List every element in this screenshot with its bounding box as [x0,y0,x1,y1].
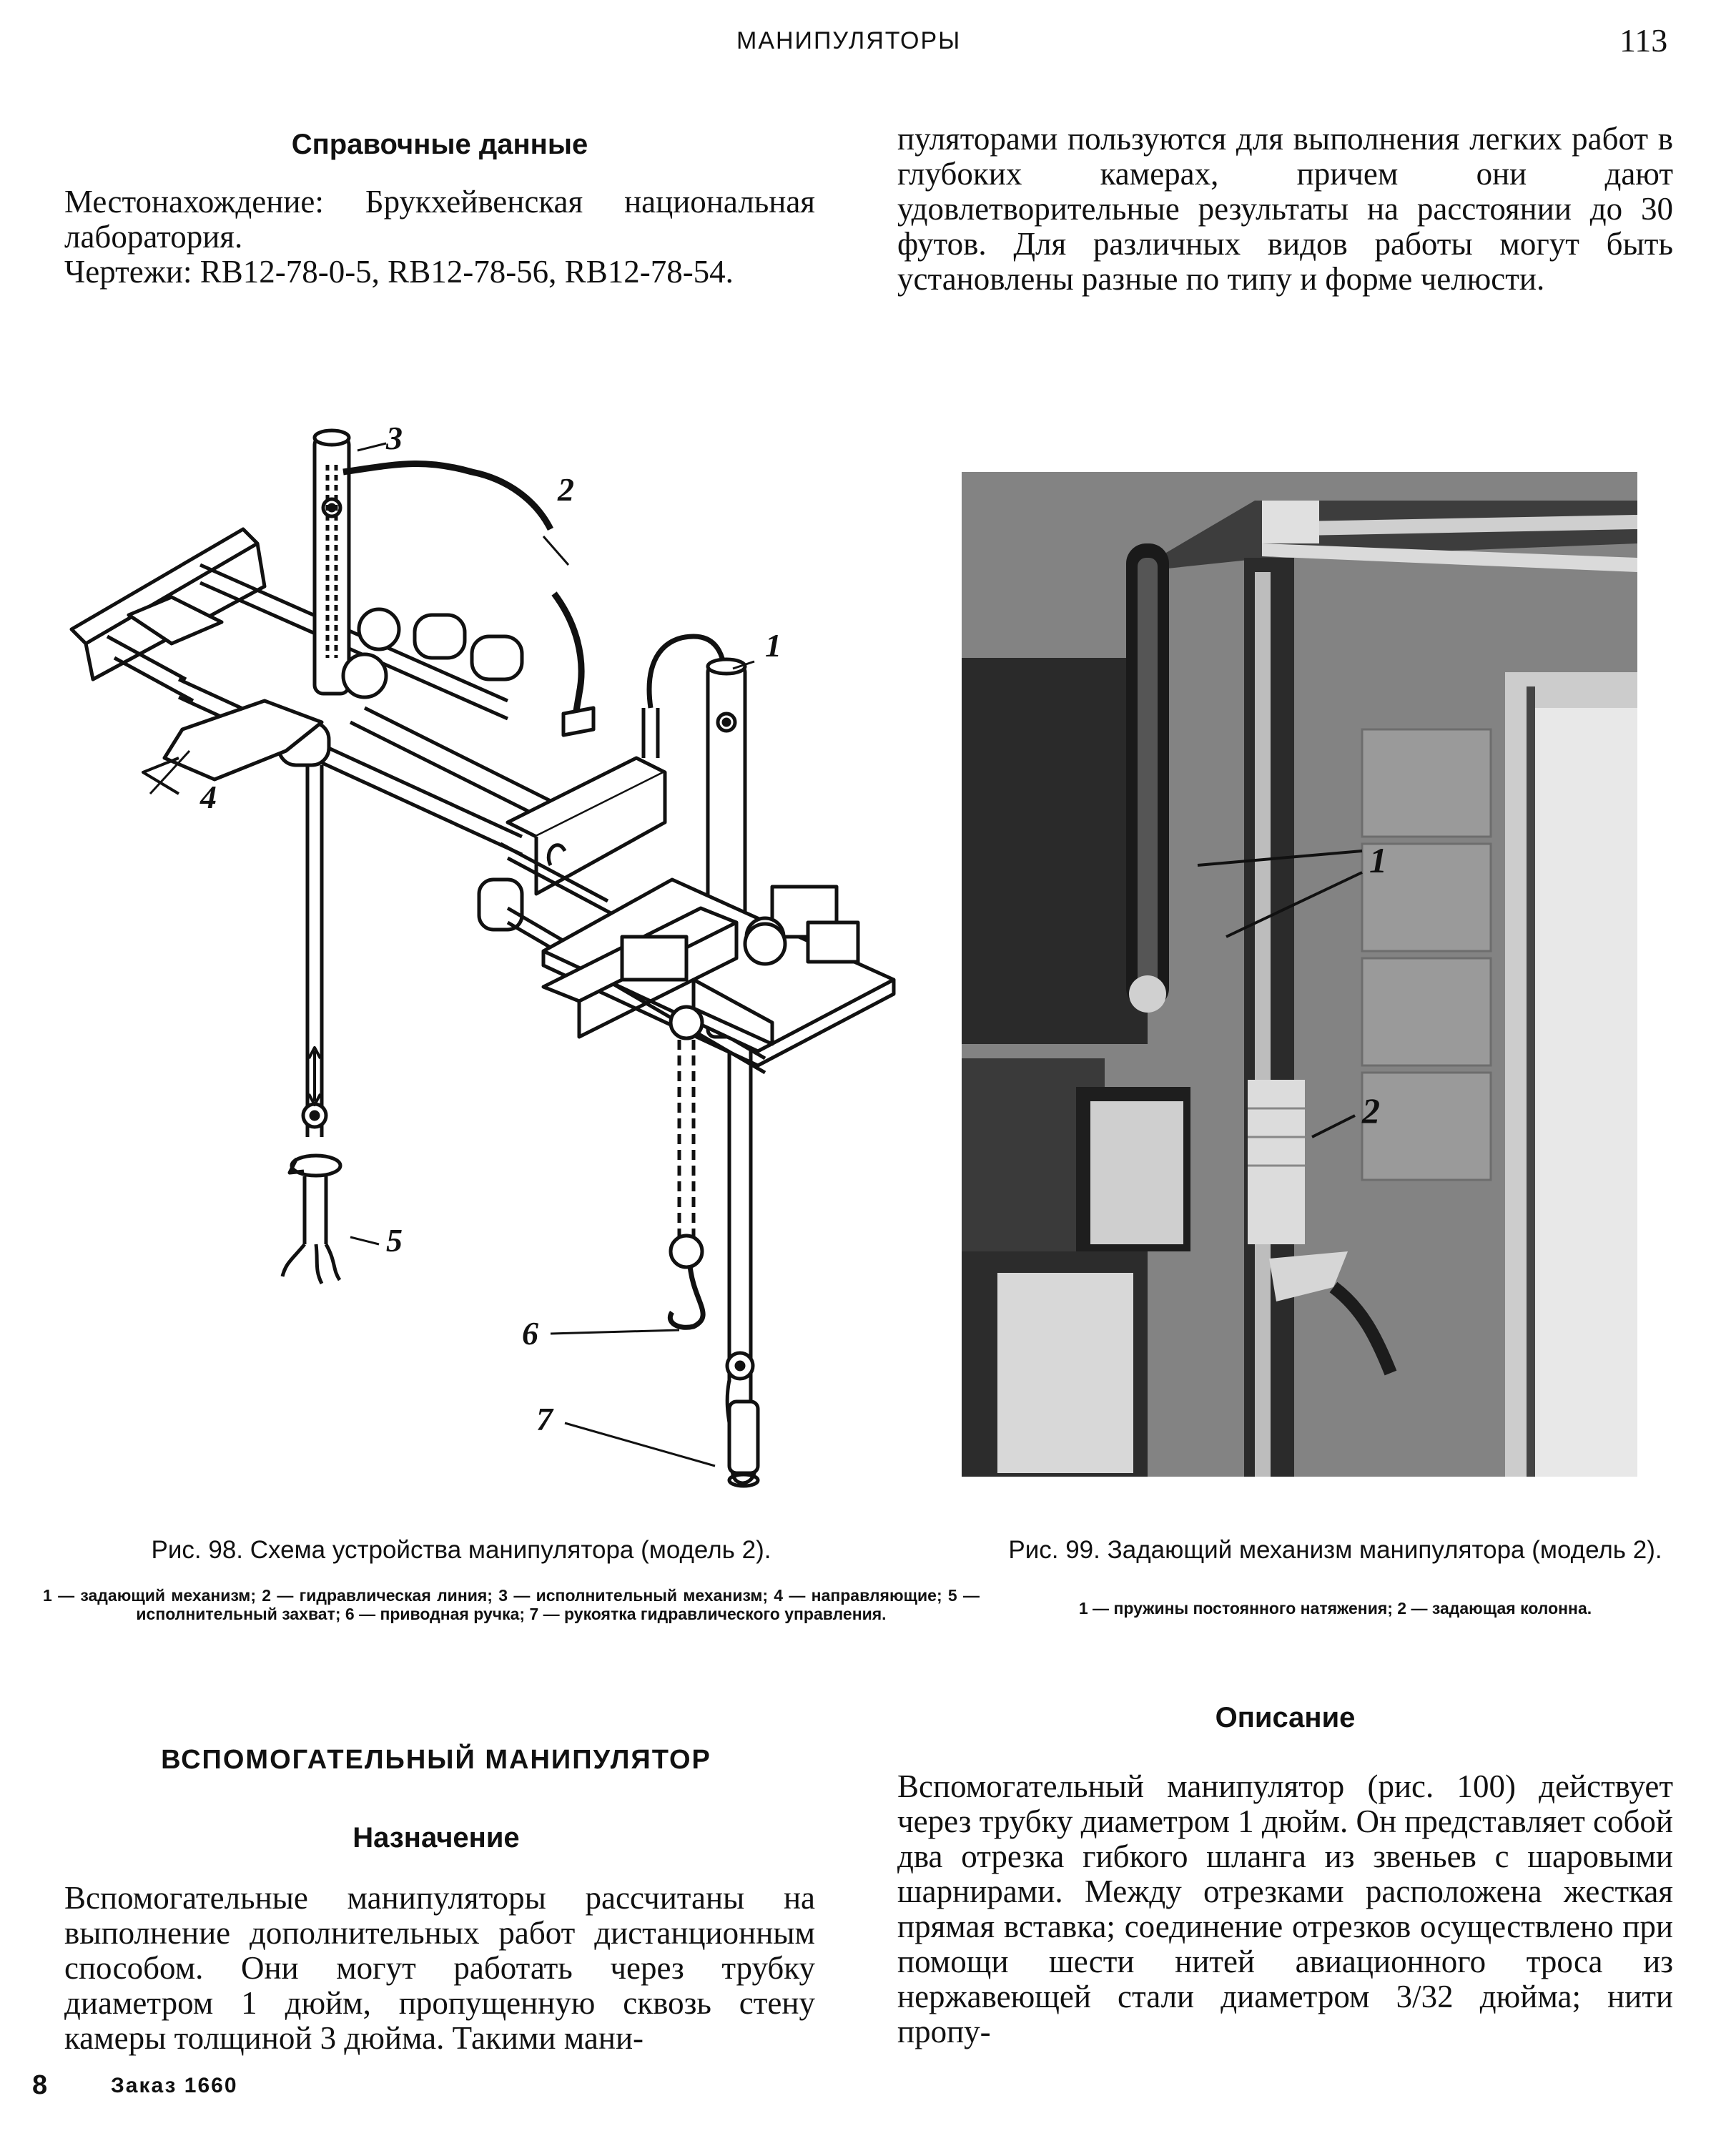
description-heading: Описание [1215,1702,1356,1733]
order-number: Заказ 1660 [111,2074,238,2097]
fig98-callout-7: 7 [536,1401,553,1437]
fig99-callout-1: 1 [1369,840,1387,880]
fig98-callout-3: 3 [386,422,403,456]
top-right-column [897,122,1673,297]
purpose-paragraph: Вспомогательные манипуляторы рассчитаны на выполнение дополнительных работ дистанционным способом. Они могут работать через трубку диаметром 1 дюйм, пропущенную сквозь стену камеры толщиной 3 дюйма. Такими мани- [64,1880,815,2056]
fig98-callout-2: 2 [558,471,574,508]
fig99-callout-2: 2 [1362,1091,1380,1131]
figure-99-photo [962,472,1637,1477]
figure-98-caption: Рис. 98. Схема устройства манипулятора (модель 2). [151,1536,771,1564]
page-number: 113 [1619,22,1668,59]
reference-block [64,184,815,290]
reference-location: Местонахождение: Брукхейвенская национальная лаборатория. [64,184,815,255]
description-paragraph: Вспомогательный манипулятор (рис. 100) действует через трубку диаметром 1 дюйм. Он представляет собой два отрезка гибкого шланга из звеньев с шаровыми шарнирами. Между отрезками расположена жесткая прямая вставка; соединение отрезков осуществлено при помощи шести нитей авиационного троса из нержавеющей стали диаметром 3/32 дюйма; нити пропу- [897,1768,1673,2049]
purpose-column [64,1881,815,2056]
figure-98-legend: 1 — задающий механизм; 2 — гидравлическая линия; 3 — исполнительный механизм; 4 — направляющие; 5 — исполнительный захват; 6 — приводная ручка; 7 — рукоятка гидравлического управления. [43,1586,980,1623]
fig98-callout-6: 6 [522,1315,538,1352]
section-title: ВСПОМОГАТЕЛЬНЫЙ МАНИПУЛЯТОР [161,1745,711,1775]
fig98-callout-1: 1 [765,627,781,664]
signature-mark: 8 [32,2070,48,2100]
fig98-callout-5: 5 [386,1222,403,1259]
description-column [897,1769,1673,2049]
fig98-callout-4: 4 [200,779,217,815]
reference-drawings: Чертежи: RB12-78-0-5, RB12-78-56, RB12-78-54. [64,254,734,290]
figure-98-schematic [50,422,944,1502]
figure-99-caption: Рис. 99. Задающий механизм манипулятора (модель 2). [1008,1536,1662,1564]
purpose-heading: Назначение [352,1822,520,1854]
figure-99-legend: 1 — пружины постоянного натяжения; 2 — задающая колонна. [1078,1599,1592,1618]
reference-heading: Справочные данные [291,129,588,160]
top-right-paragraph: пуляторами пользуются для выполнения легких работ в глубоких камерах, причем они дают удовлетворительные результаты на расстоянии до 30 футов. Для различных видов работы могут быть установлены разные по типу и форме челюсти. [897,121,1673,297]
running-title: МАНИПУЛЯТОРЫ [736,27,962,54]
